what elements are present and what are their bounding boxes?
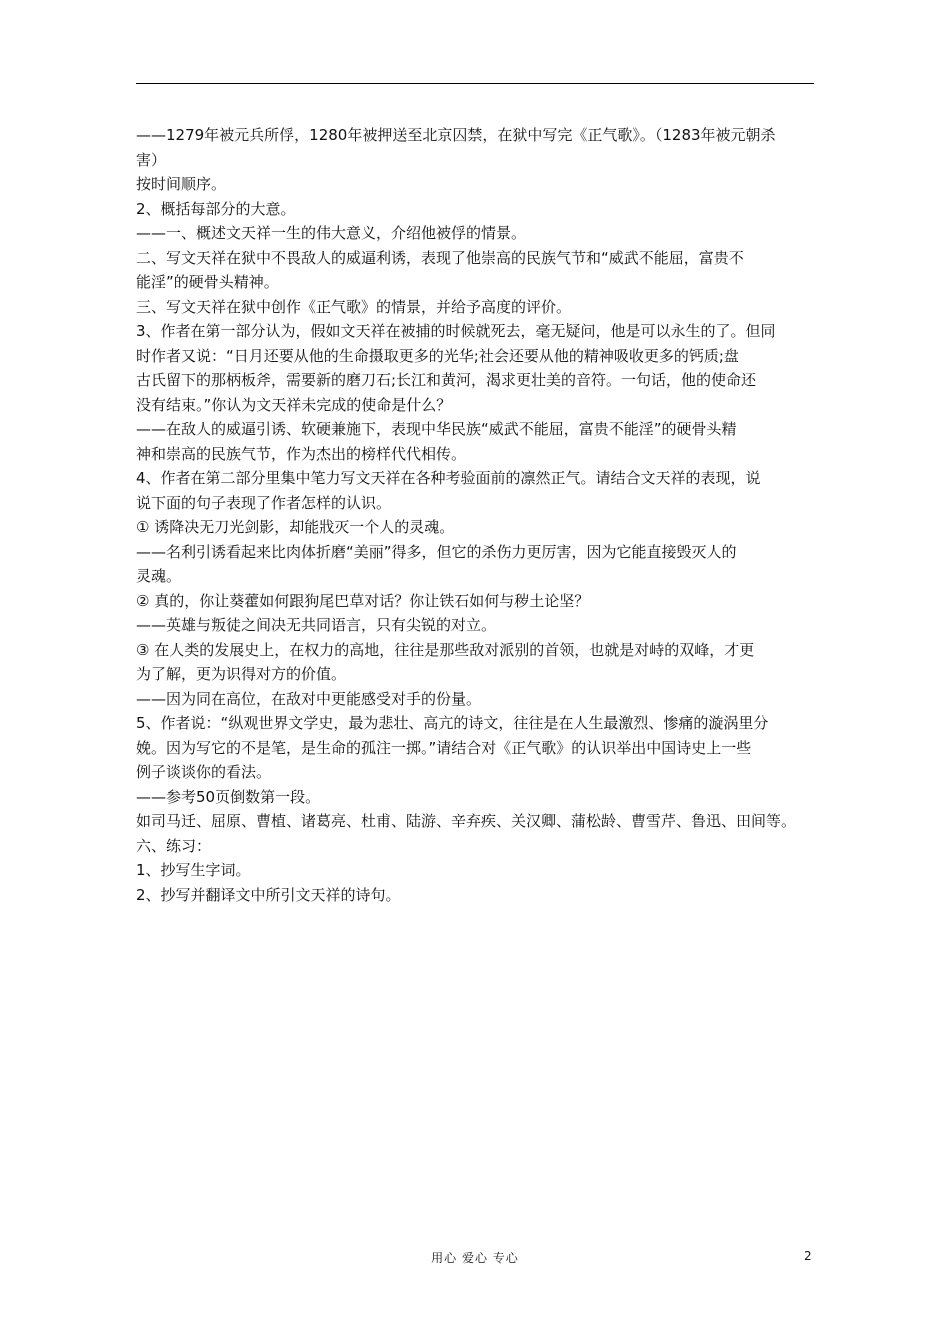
text-line: 没有结束。”你认为文天祥未完成的使命是什么？ xyxy=(136,395,452,414)
text-line: ——参考50页倒数第一段。 xyxy=(136,787,321,806)
text-line: 例子谈谈你的看法。 xyxy=(136,763,272,781)
text-line: 能淫”的硬骨头精神。 xyxy=(136,273,279,291)
body-text xyxy=(136,123,816,907)
text-line: 4、作者在第二部分里集中笔力写文天祥在各种考验面前的凛然正气。请结合文天祥的表现，说 xyxy=(136,469,761,487)
header-rule xyxy=(136,83,814,84)
text-line: 三、写文天祥在狱中创作《正气歌》的情景，并给予高度的评价。 xyxy=(136,297,572,316)
text-line: ——名利引诱看起来比肉体折磨“美丽”得多，但它的杀伤力更厉害，因为它能直接毁灭人的 xyxy=(136,542,737,561)
page-number: 2 xyxy=(804,1249,812,1263)
text-line: 害） xyxy=(136,150,167,169)
text-line: 5、作者说：“纵观世界文学史，最为悲壮、高亢的诗文，往往是在人生最激烈、惨痛的漩涡里分 xyxy=(136,714,769,732)
text-line: 古氏留下的那柄板斧，需要新的磨刀石;长江和黄河，渴求更壮美的音符。一句话，他的使命还 xyxy=(136,371,757,389)
text-line: 二、写文天祥在狱中不畏敌人的威逼利诱，表现了他崇高的民族气节和“威武不能屈，富贵不 xyxy=(136,248,744,267)
text-line: ③ 在人类的发展史上，在权力的高地，往往是那些敌对派别的首领，也就是对峙的双峰，才更 xyxy=(136,640,755,659)
text-line: ——一、概述文天祥一生的伟大意义，介绍他被俘的情景。 xyxy=(136,224,527,242)
text-line: 娩。因为写它的不是笔，是生命的孤注一掷。”请结合对《正气歌》的认识举出中国诗史上一些 xyxy=(136,738,752,757)
text-line: 2、概括每部分的大意。 xyxy=(136,199,296,218)
text-line: 灵魂。 xyxy=(136,567,182,585)
footer-motto: 用心 爱心 专心 xyxy=(431,1251,519,1265)
text-line: 六、练习： xyxy=(136,836,212,855)
text-line: 2、抄写并翻译文中所引文天祥的诗句。 xyxy=(136,885,401,904)
text-line: 如司马迁、屈原、曹植、诸葛亮、杜甫、陆游、辛弃疾、关汉卿、蒲松龄、曹雪芹、鲁迅、田间等。 xyxy=(136,812,797,830)
text-line: ——因为同在高位，在敌对中更能感受对手的份量。 xyxy=(136,689,482,708)
text-line: ——在敌人的威逼引诱、软硬兼施下，表现中华民族“威武不能屈，富贵不能淫”的硬骨头精 xyxy=(136,420,737,438)
text-line: 说下面的句子表现了作者怎样的认识。 xyxy=(136,493,392,512)
text-line: 按时间顺序。 xyxy=(136,175,227,193)
text-line: 神和崇高的民族气节，作为杰出的榜样代代相传。 xyxy=(136,444,467,463)
text-line: ——英雄与叛徒之间决无共同语言，只有尖锐的对立。 xyxy=(136,616,497,634)
text-line: ① 诱降决无刀光剑影，却能戕灭一个人的灵魂。 xyxy=(136,518,455,536)
text-line: 为了解，更为识得对方的价值。 xyxy=(136,665,347,683)
text-line: 1、抄写生字词。 xyxy=(136,861,251,879)
text-line: ② 真的，你让葵藿如何跟狗尾巴草对话？你让铁石如何与秽土论坚？ xyxy=(136,591,590,610)
text-line: ——1279年被元兵所俘，1280年被押送至北京囚禁，在狱中写完《正气歌》。（1283年被元朝杀 xyxy=(136,126,776,144)
text-line: 3、作者在第一部分认为，假如文天祥在被捕的时候就死去，毫无疑问，他是可以永生的了。但同 xyxy=(136,322,776,340)
text-line: 时作者又说：“日月还要从他的生命摄取更多的光华;社会还要从他的精神吸收更多的钙质;盘 xyxy=(136,346,739,365)
